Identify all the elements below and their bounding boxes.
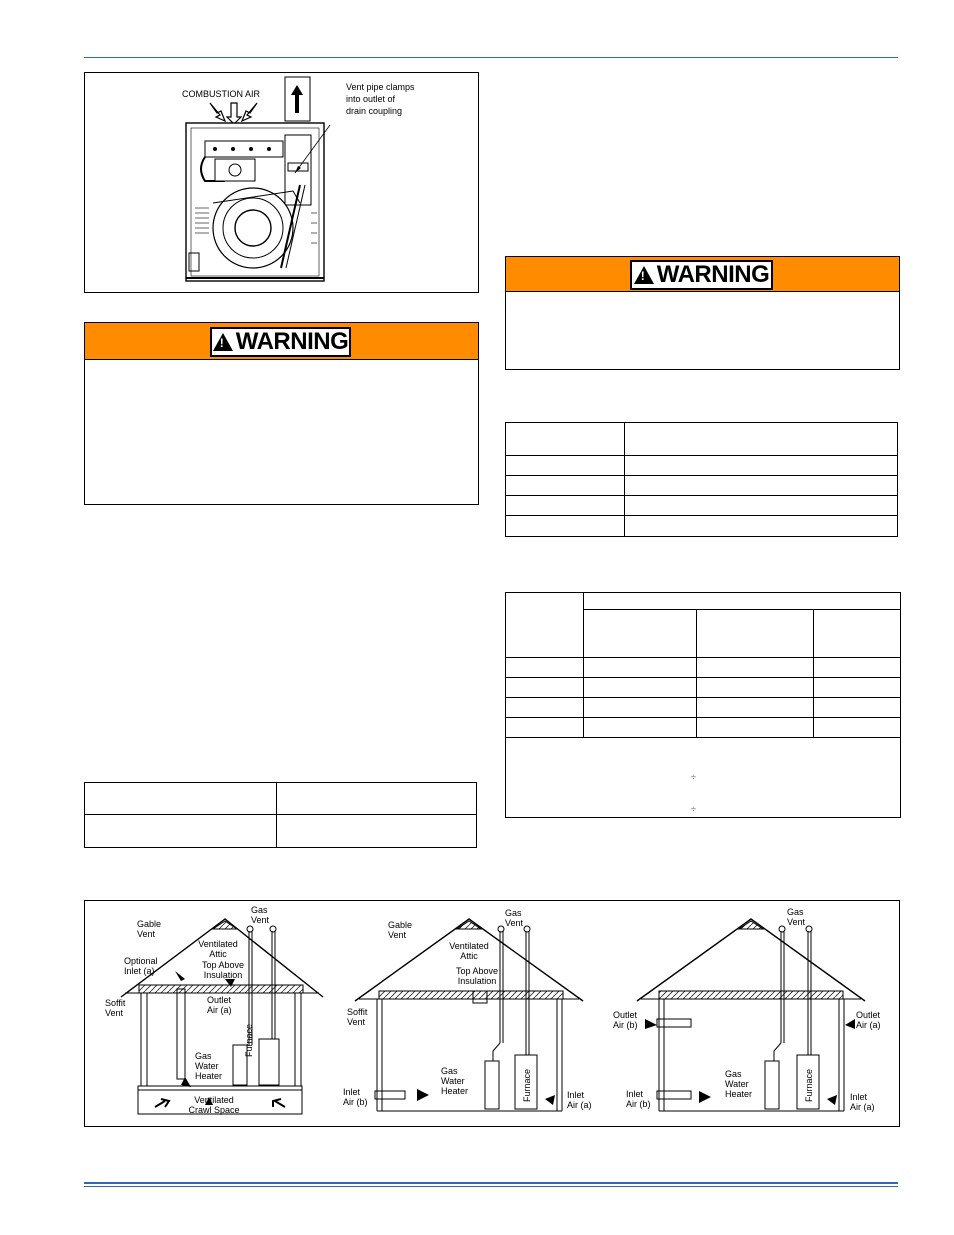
table-cell xyxy=(625,476,898,496)
table-left xyxy=(84,782,477,848)
warning-triangle-icon xyxy=(213,333,233,351)
table-notes-cell xyxy=(506,738,901,818)
optional-inlet-label: Optional xyxy=(124,956,158,966)
table-header-cell xyxy=(584,593,901,610)
header-rule xyxy=(84,57,898,58)
ventilated-attic-label: Attic xyxy=(460,951,478,961)
inlet-air-a-label: Inlet xyxy=(567,1090,585,1100)
table-cell xyxy=(506,718,584,738)
combustion-air-label: COMBUSTION AIR xyxy=(182,89,261,99)
warning-header xyxy=(85,323,478,360)
furnace-label: Furnace xyxy=(522,1068,532,1102)
top-above-insulation-label: Insulation xyxy=(203,970,243,980)
inlet-air-b-label: Inlet xyxy=(343,1087,361,1097)
table-cell xyxy=(584,658,697,678)
table-cell xyxy=(506,456,625,476)
gas-vent-label: Gas xyxy=(787,907,804,917)
gas-water-heater-label: Heater xyxy=(195,1071,223,1081)
divide-symbol: ÷ xyxy=(691,772,696,782)
outlet-air-label: Air (a) xyxy=(207,1005,232,1015)
table-header-cell xyxy=(625,423,898,456)
vent-clamp-label-3: drain coupling xyxy=(346,106,403,116)
table-cell xyxy=(697,698,814,718)
table-cell xyxy=(697,658,814,678)
divide-symbol: ÷ xyxy=(691,804,696,814)
table-header-cell xyxy=(506,593,584,658)
gas-water-heater-label: Heater xyxy=(725,1089,753,1099)
warning-badge xyxy=(210,327,351,357)
gas-water-heater-label: Heater xyxy=(441,1086,469,1096)
warning-badge xyxy=(630,260,773,290)
gas-water-heater-label: Water xyxy=(195,1061,219,1071)
table-cell xyxy=(506,496,625,516)
crawl-space-label: Ventilated xyxy=(194,1095,234,1105)
soffit-vent-label: Soffit xyxy=(105,998,126,1008)
table-right-2 xyxy=(505,592,901,818)
outlet-air-a-label: Air (a) xyxy=(856,1020,881,1030)
inlet-air-b-label: Inlet xyxy=(626,1089,644,1099)
house-3 xyxy=(637,919,868,1111)
table-cell xyxy=(584,678,697,698)
ventilated-attic-label: Attic xyxy=(209,949,227,959)
table-cell xyxy=(506,698,584,718)
table-cell xyxy=(85,815,277,848)
gas-vent-label: Vent xyxy=(787,917,806,927)
figure-furnace-vent xyxy=(84,72,479,293)
gas-water-heater-label: Water xyxy=(725,1079,749,1089)
outlet-air-a-label: Outlet xyxy=(856,1010,881,1020)
soffit-vent-label: Vent xyxy=(105,1008,124,1018)
table-cell xyxy=(584,698,697,718)
table-cell xyxy=(506,678,584,698)
outlet-air-b-label: Air (b) xyxy=(613,1020,638,1030)
inlet-air-b-label: Air (b) xyxy=(626,1099,651,1109)
table-cell xyxy=(814,658,901,678)
inlet-air-a-label: Air (a) xyxy=(567,1100,592,1110)
furnace-illustration xyxy=(85,73,478,292)
furnace-label: Furnace xyxy=(244,1023,254,1057)
gas-vent-label: Vent xyxy=(251,915,270,925)
table-cell xyxy=(506,476,625,496)
warning-box-right xyxy=(505,256,900,370)
table-cell xyxy=(277,783,477,815)
furnace-label: Furnace xyxy=(804,1068,814,1102)
gable-vent-label: Gable xyxy=(137,919,162,929)
table-cell xyxy=(85,783,277,815)
gas-vent-label: Vent xyxy=(505,918,524,928)
gable-vent-label: Gable xyxy=(388,920,413,930)
gable-vent-label: Vent xyxy=(137,929,156,939)
table-header-cell xyxy=(814,610,901,658)
ventilated-attic-label: Ventilated xyxy=(449,941,489,951)
warning-label: WARNING xyxy=(235,328,349,355)
top-above-insulation-label: Top Above xyxy=(201,960,245,970)
table-header-cell xyxy=(506,423,625,456)
table-header-cell xyxy=(697,610,814,658)
crawl-space-label: Crawl Space xyxy=(188,1105,240,1115)
gas-vent-label: Gas xyxy=(505,908,522,918)
table-cell xyxy=(625,516,898,537)
top-above-insulation-label: Top Above xyxy=(455,966,499,976)
vent-clamp-label-1: Vent pipe clamps xyxy=(346,82,415,92)
table-cell xyxy=(814,718,901,738)
table-header-cell xyxy=(584,610,697,658)
warning-header xyxy=(506,257,899,292)
top-above-insulation-label: Insulation xyxy=(457,976,497,986)
gas-water-heater-label: Water xyxy=(441,1076,465,1086)
gas-water-heater-label: Gas xyxy=(441,1066,458,1076)
footer-rule-thin xyxy=(84,1186,898,1187)
inlet-air-a-label: Inlet xyxy=(850,1092,868,1102)
warning-triangle-icon xyxy=(634,266,654,284)
table-cell xyxy=(814,698,901,718)
ventilated-attic-label: Ventilated xyxy=(198,939,238,949)
table-cell xyxy=(697,678,814,698)
optional-inlet-label: Inlet (a) xyxy=(124,966,155,976)
footer-rule xyxy=(84,1182,898,1184)
vent-clamp-label-2: into outlet of xyxy=(346,94,396,104)
table-right-1 xyxy=(505,422,898,537)
outlet-air-b-label: Outlet xyxy=(613,1010,638,1020)
table-cell xyxy=(506,658,584,678)
table-cell xyxy=(625,496,898,516)
table-cell xyxy=(506,516,625,537)
warning-box-left xyxy=(84,322,479,505)
soffit-vent-label: Vent xyxy=(347,1017,366,1027)
outlet-air-label: Outlet xyxy=(207,995,232,1005)
inlet-air-a-label: Air (a) xyxy=(850,1102,875,1112)
table-cell xyxy=(625,456,898,476)
gas-water-heater-label: Gas xyxy=(195,1051,212,1061)
table-cell xyxy=(277,815,477,848)
gas-water-heater-label: Gas xyxy=(725,1069,742,1079)
table-cell xyxy=(584,718,697,738)
inlet-air-b-label: Air (b) xyxy=(343,1097,368,1107)
table-cell xyxy=(697,718,814,738)
table-cell xyxy=(814,678,901,698)
figure-ventilation-houses xyxy=(84,900,900,1127)
gas-vent-label: Gas xyxy=(251,905,268,915)
gable-vent-label: Vent xyxy=(388,930,407,940)
warning-label: WARNING xyxy=(656,261,770,288)
soffit-vent-label: Soffit xyxy=(347,1007,368,1017)
